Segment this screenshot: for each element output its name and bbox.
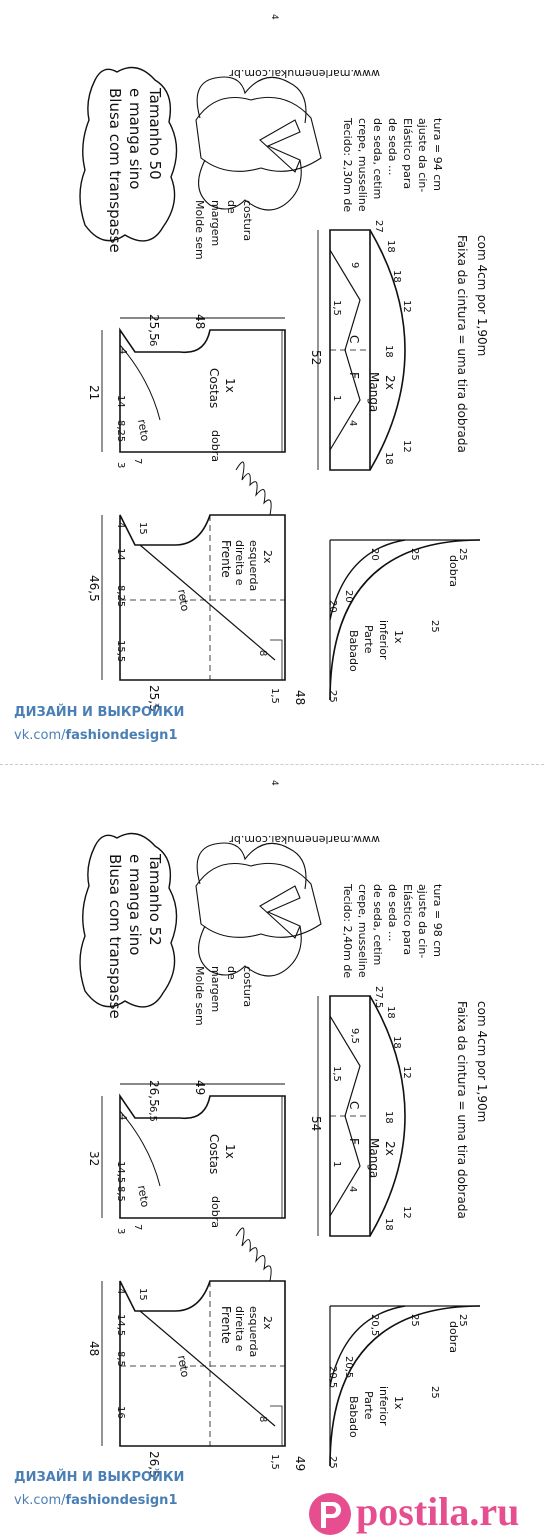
- babado-measure: 20: [343, 590, 354, 603]
- costas-measure: 3: [115, 462, 126, 469]
- brand-url[interactable]: vk.com/fashiondesign1: [14, 728, 178, 743]
- babado-label-count: 1x: [392, 1396, 405, 1410]
- costas-top-dim: 21: [87, 385, 101, 401]
- manga-measure: 1: [331, 395, 342, 402]
- tecido-note-line: ajuste da cin-: [416, 118, 429, 193]
- frente-label: direita e: [233, 540, 246, 586]
- postila-logo-icon: [308, 1492, 352, 1536]
- frente-label-count: 2x: [261, 550, 274, 564]
- babado-measure: 20: [327, 600, 338, 613]
- corner-mark: 4: [269, 780, 279, 786]
- manga-measure: 4: [347, 1186, 358, 1193]
- costas-neck: [120, 345, 160, 420]
- babado-label: inferior: [377, 620, 390, 660]
- frente-measure: 8,25: [115, 585, 126, 608]
- manga-measure: 1,5: [331, 1066, 342, 1082]
- manga-measure: 12: [401, 1066, 412, 1079]
- manga-measure: 18: [383, 1218, 394, 1231]
- costas-top-dim: 32: [87, 1151, 101, 1167]
- frente-measure: 4: [115, 1288, 126, 1295]
- costas-measure: 4: [117, 348, 128, 355]
- frente-label: direita e: [233, 1306, 246, 1352]
- frente-height-dim: 48: [293, 690, 307, 706]
- costas-fold-label: dobra: [209, 1196, 222, 1228]
- manga-measure: 1: [331, 1161, 342, 1168]
- costas-width-dim: 26,5: [147, 1080, 161, 1107]
- costas-height-dim: 48: [193, 314, 207, 330]
- faixa-note-line: Faixa da cintura = uma tira dobrada: [455, 1001, 469, 1219]
- babado-measure: 25: [409, 1314, 420, 1327]
- babado-fold-label: dobra: [447, 1321, 460, 1353]
- costas-measure: 8,5: [115, 1186, 126, 1202]
- costas-label: Costas: [207, 368, 221, 409]
- manga-piece: [309, 986, 412, 1236]
- manga-measure: 12: [401, 1206, 412, 1219]
- frente-measure: 16: [115, 1406, 126, 1419]
- size-title-line: e manga sino: [126, 854, 144, 956]
- sketch-bow: [260, 886, 300, 938]
- manga-measure: 9: [349, 262, 360, 269]
- blouse-sketch: [196, 77, 321, 210]
- manga-c-marker: C: [347, 1101, 361, 1110]
- babado-measure: 20,5: [369, 1314, 380, 1337]
- manga-label-count: 2x: [383, 375, 397, 390]
- frente-width-dim: 26,5: [147, 1451, 161, 1478]
- frente-piece: [87, 1281, 307, 1478]
- babado-measure: 25: [327, 1456, 338, 1469]
- sketch-bow: [260, 120, 300, 172]
- pattern-drawing: [0, 766, 544, 1530]
- costas-measure: 6: [147, 340, 158, 347]
- manga-measure: 1,5: [331, 300, 342, 316]
- tecido-note-line: de seda, cetim: [371, 884, 384, 966]
- size-title-line: Tamanho 50: [146, 88, 164, 180]
- manga-measure: 12: [401, 440, 412, 453]
- corner-mark: 4: [269, 14, 279, 20]
- frente-measure: 1,5: [269, 1454, 280, 1470]
- postila-wordmark: postila.ru: [356, 1489, 520, 1534]
- frente-slant-label: reto: [175, 588, 192, 613]
- frente-measure: 8: [257, 1416, 268, 1423]
- costas-measure: 6,5: [147, 1106, 158, 1122]
- costas-slant-label: reto: [135, 418, 152, 443]
- title-cloud: [80, 834, 177, 1019]
- manga-c-marker: C: [347, 335, 361, 344]
- tecido-note-line: crepe, musseline: [356, 118, 369, 212]
- tecido-note-line: de seda ...: [386, 884, 399, 942]
- babado-label: Parte: [362, 625, 375, 654]
- babado-measure: 20,5: [327, 1366, 338, 1389]
- molde-note-line: costura: [241, 966, 254, 1008]
- frente-measure: 14,5: [115, 1314, 126, 1337]
- babado-measure: 25: [429, 1386, 440, 1399]
- frente-measure: 8: [257, 650, 268, 657]
- frente-top-dim: 46,5: [87, 575, 101, 602]
- frente-hatch: [270, 640, 282, 680]
- babado-piece: [327, 540, 480, 703]
- molde-note-line: margem: [209, 200, 222, 247]
- manga-measure: 18: [385, 1006, 396, 1019]
- manga-measure: 4: [347, 420, 358, 427]
- costas-label-count: 1x: [223, 1144, 237, 1159]
- tecido-note-line: de seda ...: [386, 118, 399, 176]
- manga-measure: 18: [391, 270, 402, 283]
- tecido-note-line: de seda, cetim: [371, 118, 384, 200]
- costas-measure: 14: [115, 395, 126, 408]
- tecido-note-line: Tecido: 2,30m de: [341, 118, 354, 213]
- babado-piece: [327, 1306, 480, 1469]
- tecido-note-line: Elástico para: [401, 118, 414, 190]
- manga-measure: 27,5: [373, 986, 384, 1009]
- tecido-note-line: tura = 98 cm: [431, 884, 444, 958]
- blouse-sketch: [196, 843, 321, 976]
- brand-block-bottom: [14, 1470, 184, 1508]
- sheet-divider: [0, 764, 544, 765]
- manga-measure: 18: [391, 1036, 402, 1049]
- tecido-note-line: Elástico para: [401, 884, 414, 956]
- frente-label: esquerda: [247, 540, 260, 592]
- babado-measure: 20: [369, 548, 380, 561]
- molde-note-line: de: [225, 200, 238, 214]
- frente-top-dim: 48: [87, 1341, 101, 1357]
- costas-fold-label: dobra: [209, 430, 222, 462]
- frente-measure: 15: [137, 522, 148, 535]
- frente-measure: 4: [115, 522, 126, 529]
- brand-title: ДИЗАЙН И ВЫКРОЙКИ: [14, 1470, 185, 1485]
- babado-fold-label: dobra: [447, 555, 460, 587]
- faixa-note-line: com 4cm por 1,90m: [475, 1001, 489, 1123]
- costas-piece: [87, 1080, 285, 1234]
- manga-f-marker: F: [347, 372, 361, 379]
- costas-slant-label: reto: [135, 1184, 152, 1209]
- babado-label-count: 1x: [392, 630, 405, 644]
- babado-measure: 25: [327, 690, 338, 703]
- costas-measure: 7: [132, 458, 143, 465]
- website-text: www.marlenemukai.com.br: [229, 833, 380, 846]
- molde-note-line: costura: [241, 200, 254, 242]
- manga-label: Manga: [367, 372, 381, 413]
- frente-label-count: 2x: [261, 1316, 274, 1330]
- manga-label-count: 2x: [383, 1141, 397, 1156]
- babado-label: Parte: [362, 1391, 375, 1420]
- faixa-note-line: com 4cm por 1,90m: [475, 235, 489, 357]
- frente-measure: 1,5: [269, 688, 280, 704]
- costas-hatch: [270, 1096, 282, 1218]
- postila-watermark[interactable]: [300, 1488, 544, 1537]
- frente-label: Frente: [219, 540, 233, 578]
- costas-width-dim: 25,5: [147, 314, 161, 341]
- costas-measure: 14,5: [115, 1161, 126, 1184]
- tecido-note-line: Tecido: 2,40m de: [341, 884, 354, 979]
- brand-title: ДИЗАЙН И ВЫКРОЙКИ: [14, 705, 185, 720]
- signature-scribble: [236, 1228, 271, 1281]
- sketch-body: [196, 863, 321, 937]
- tecido-note-line: ajuste da cin-: [416, 884, 429, 959]
- faixa-note-line: Faixa da cintura = uma tira dobrada: [455, 235, 469, 453]
- title-cloud: [80, 68, 177, 253]
- costas-height-dim: 49: [193, 1080, 207, 1096]
- frente-width-dim: 25,5: [147, 685, 161, 712]
- costas-hatch: [270, 330, 282, 452]
- manga-measure: 18: [385, 240, 396, 253]
- brand-url[interactable]: vk.com/fashiondesign1: [14, 1493, 178, 1508]
- babado-measure: 25: [409, 548, 420, 561]
- babado-label: Babado: [347, 630, 360, 672]
- manga-f-marker: F: [347, 1138, 361, 1145]
- manga-measure: 12: [401, 300, 412, 313]
- frente-piece: [87, 515, 307, 712]
- molde-note-line: margem: [209, 966, 222, 1013]
- tecido-note-line: crepe, musseline: [356, 884, 369, 978]
- frente-measure: 8,5: [115, 1351, 126, 1367]
- costas-measure: 8,25: [115, 420, 126, 443]
- frente-height-dim: 49: [293, 1456, 307, 1472]
- manga-measure: 18: [383, 452, 394, 465]
- frente-hatch: [270, 1406, 282, 1446]
- manga-measure: 18: [383, 345, 394, 358]
- size-title-line: Tamanho 52: [146, 854, 164, 946]
- size-title-line: Blusa com transpasse: [106, 854, 124, 1019]
- costas-measure: 4: [117, 1114, 128, 1121]
- frente-label: Frente: [219, 1306, 233, 1344]
- size-title-line: Blusa com transpasse: [106, 88, 124, 253]
- website-text: www.marlenemukai.com.br: [229, 67, 380, 80]
- pattern-sheet-size-50: [0, 0, 544, 764]
- manga-piece: [309, 220, 412, 470]
- molde-note-line: Molde sem: [193, 966, 206, 1026]
- pattern-drawing: [0, 0, 544, 764]
- costas-measure: 7: [132, 1224, 143, 1231]
- molde-note-line: de: [225, 966, 238, 980]
- frente-measure: 15,5: [115, 640, 126, 663]
- costas-piece: [87, 314, 285, 468]
- babado-measure: 25: [457, 548, 468, 561]
- babado-measure: 25: [457, 1314, 468, 1327]
- costas-label-count: 1x: [223, 378, 237, 393]
- manga-measure: 9,5: [349, 1028, 360, 1044]
- frente-measure: 14: [115, 548, 126, 561]
- babado-measure: 25: [429, 620, 440, 633]
- manga-measure: 18: [383, 1111, 394, 1124]
- babado-label: Babado: [347, 1396, 360, 1438]
- signature-scribble: [236, 462, 271, 515]
- brand-block-top: [14, 705, 184, 743]
- manga-measure: 27: [373, 220, 384, 233]
- costas-measure: 3: [115, 1228, 126, 1235]
- babado-label: inferior: [377, 1386, 390, 1426]
- costas-label: Costas: [207, 1134, 221, 1175]
- sketch-body: [196, 97, 321, 171]
- tecido-note-line: tura = 94 cm: [431, 118, 444, 192]
- molde-note-line: Molde sem: [193, 200, 206, 260]
- manga-width-dim: 54: [309, 1116, 323, 1132]
- babado-measure: 20,5: [343, 1356, 354, 1379]
- frente-label: esquerda: [247, 1306, 260, 1358]
- frente-measure: 15: [137, 1288, 148, 1301]
- frente-slant-label: reto: [175, 1354, 192, 1379]
- manga-width-dim: 52: [309, 350, 323, 366]
- pattern-sheet-size-52: [0, 766, 544, 1530]
- manga-label: Manga: [367, 1138, 381, 1179]
- size-title-line: e manga sino: [126, 88, 144, 190]
